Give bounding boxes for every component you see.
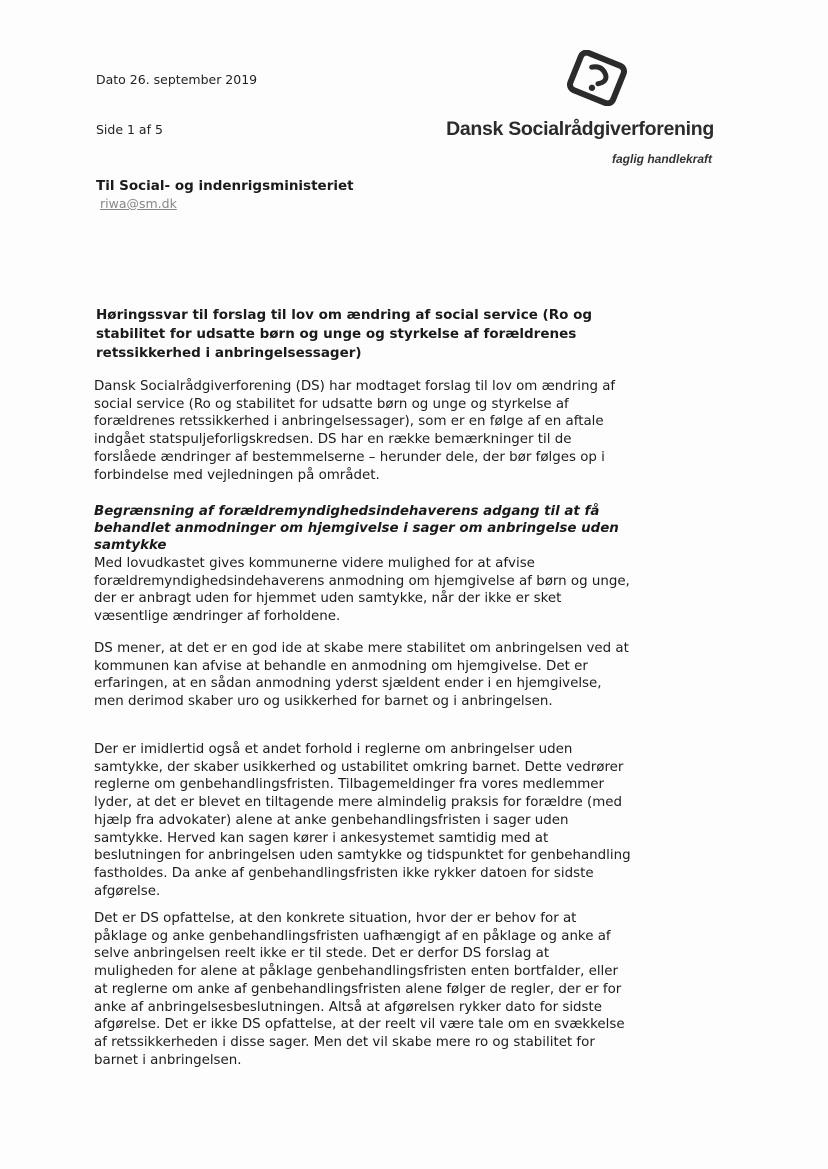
paragraph: Det er DS opfattelse, at den konkrete situation, hvor der er behov for at påklage og anke genbehandlingsfristen uafhængigt af en påklage og anke af selve anbringelsen reelt ikke er til stede. Det er derfor DS forslag at muligheden for alene at påklage genbehandlingsfristen enten bortfalder, eller at reglerne om anke af genbehandlingsfristen alene følger de regler, der er for anke af anbringelsesbeslutningen. Altså at afgørelsen rykker dato for sidste afgørelse. Det er ikke DS opfattelse, at der reelt vil være tale om en svækkelse af retssikkerheden i disse sager. Men det vil skabe mere ro og stabilitet for barnet i anbringelsen. bbox=[94, 911, 625, 1068]
paragraph: Med lovudkastet gives kommunerne videre mulighed for at afvise forældremyndighedsindehaverens anmodning om hjemgivelse af børn og unge, der er anbragt uden for hjemmet uden samtykke, når der ikke er sket væsentlige ændringer af forholdene. bbox=[94, 556, 630, 625]
logo-icon bbox=[566, 50, 628, 106]
recipient-name: Til Social- og indenrigsministeriet bbox=[96, 178, 354, 194]
document-date: Dato 26. september 2019 bbox=[96, 72, 258, 87]
page-number: Side 1 af 5 bbox=[96, 122, 163, 137]
section-subheading: Begrænsning af forældremyndighedsindehaverens adgang til at få behandlet anmodninger om hjemgivelse i sager om anbringelse uden samtykke bbox=[94, 504, 619, 553]
organization-tagline: faglig handlekraft bbox=[611, 152, 712, 166]
document-heading: Høringssvar til forslag til lov om ændring af social service (Ro og stabilitet for udsatte børn og unge og styrkelse af forældrenes retssikkerhed i anbringelsessager) bbox=[96, 307, 593, 361]
recipient-email-link[interactable]: riwa@sm.dk bbox=[100, 196, 177, 211]
paragraph: Der er imidlertid også et andet forhold i reglerne om anbringelser uden samtykke, der skaber usikkerhed og ustabilitet omkring barnet. Dette vedrører reglerne om genbehandlingsfristen. Tilbagemeldinger fra vores medlemmer lyder, at det er blevet en tiltagende mere almindelig praksis for forældre (med hjælp fra advokater) alene at anke genbehandlingsfristen i sager uden samtykke. Herved kan sagen kører i ankesystemet samtidig med at beslutningen for anbringelsen uden samtykke og tidspunktet for genbehandling fastholdes. Da anke af genbehandlingsfristen ikke rykker datoen for sidste afgørelse. bbox=[94, 742, 631, 899]
paragraph: Dansk Socialrådgiverforening (DS) har modtaget forslag til lov om ændring af social service (Ro og stabilitet for udsatte børn og unge og styrkelse af forældrenes retssikkerhed i anbringelsessager), som er en følge af en aftale indgået statspuljeforligskredsen. DS har en række bemærkninger til de forslåede ændringer af bestemmelserne – herunder dele, der bør følges op i forbindelse med vejledningen på området. bbox=[94, 379, 616, 483]
organization-name: Dansk Socialrådgiverforening bbox=[446, 118, 714, 140]
paragraph: DS mener, at det er en god ide at skabe mere stabilitet om anbringelsen ved at kommunen kan afvise at behandle en anmodning om hjemgivelse. Det er erfaringen, at en sådan anmodning yderst sjældent ender i en hjemgivelse, men derimod skaber uro og usikkerhed for barnet og i anbringelsen. bbox=[94, 641, 629, 710]
